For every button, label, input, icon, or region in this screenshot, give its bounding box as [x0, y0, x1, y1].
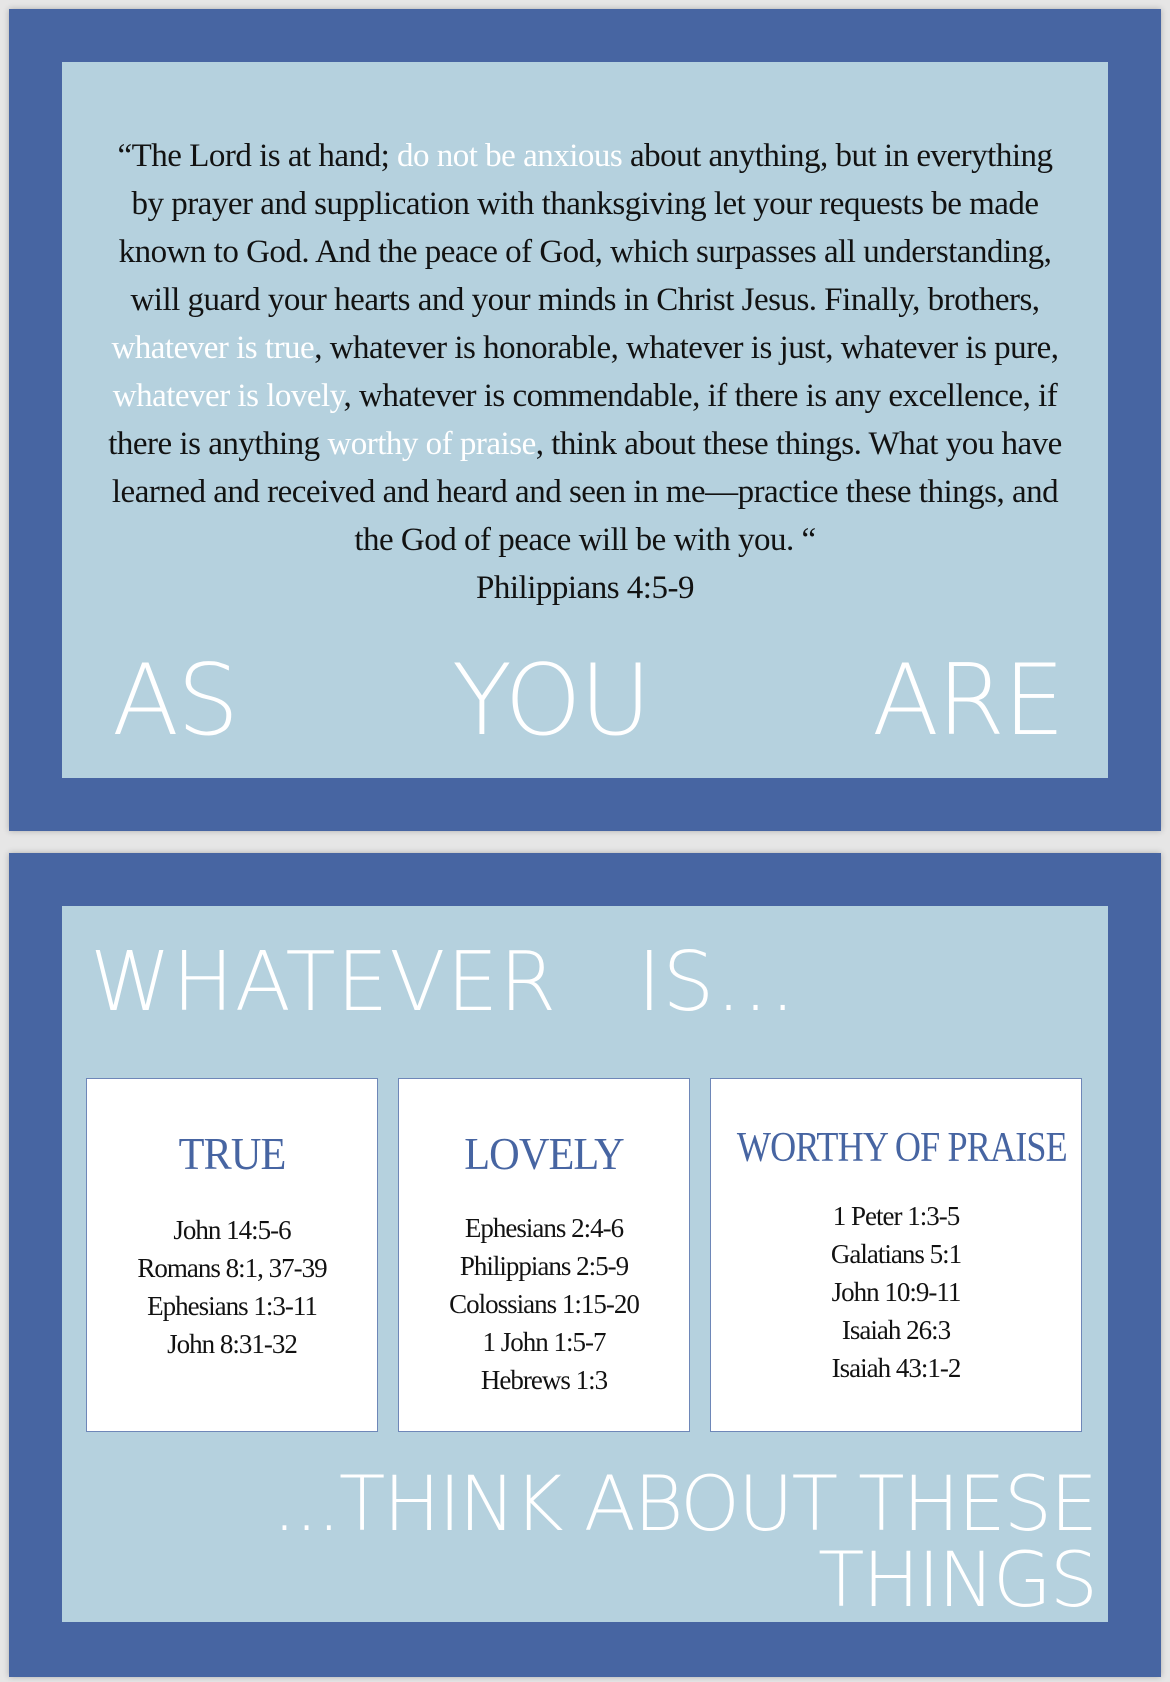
word-as: AS — [112, 644, 238, 758]
verse-highlight-praise: worthy of praise — [327, 426, 536, 462]
verse-highlight-lovely: whatever is lovely — [112, 378, 344, 414]
reference-item: Romans 8:1, 37-39 — [137, 1253, 327, 1283]
reference-item: Hebrews 1:3 — [480, 1365, 608, 1395]
reference-item: Isaiah 43:1-2 — [831, 1353, 961, 1383]
box-title: WORTHY OF PRAISE — [736, 1125, 1067, 1171]
closing-line: THINGS — [818, 1535, 1096, 1624]
reference-list — [399, 1209, 689, 1399]
whatever-is-card — [9, 853, 1161, 1677]
reference-item: Ephesians 1:3-11 — [147, 1291, 317, 1321]
reference-item: Ephesians 2:4-6 — [464, 1213, 624, 1243]
box-title: TRUE — [178, 1128, 286, 1179]
reference-item: John 10:9-11 — [831, 1277, 961, 1307]
closing-line: ...THINK ABOUT THESE — [272, 1459, 1096, 1548]
verse-highlight-anxious: do not be anxious — [397, 138, 623, 174]
box-true — [86, 1078, 378, 1432]
reference-item: Philippians 2:5-9 — [459, 1251, 629, 1281]
reference-item: John 14:5-6 — [173, 1215, 291, 1245]
reference-item: John 8:31-32 — [167, 1329, 297, 1359]
reference-item: 1 John 1:5-7 — [482, 1327, 606, 1357]
whatever-panel — [62, 906, 1108, 1622]
verse-reference: Philippians 4:5-9 — [476, 570, 694, 606]
verse-part: , whatever is honorable, whatever is just, whatever is pure, — [314, 330, 1059, 366]
verse-highlight-true: whatever is true — [111, 330, 315, 366]
reference-list — [711, 1197, 1081, 1387]
box-worthy-of-praise — [710, 1078, 1082, 1432]
reference-item: Galatians 5:1 — [830, 1239, 962, 1269]
heading-whatever: WHATEVER — [90, 935, 558, 1030]
box-lovely — [398, 1078, 690, 1432]
verse-part: , think about these things. What you have learned and received and heard and seen in me—practice these things, and the God of peace will be with you. “ — [111, 426, 1062, 558]
verse-part: “The Lord is at hand; — [117, 138, 397, 174]
reference-item: 1 Peter 1:3-5 — [832, 1201, 960, 1231]
verse-text — [102, 132, 1068, 612]
heading-is: IS... — [637, 935, 797, 1030]
verse-card — [9, 9, 1161, 831]
word-you: YOU — [452, 644, 650, 758]
reference-item: Isaiah 26:3 — [841, 1315, 951, 1345]
word-are: ARE — [872, 644, 1064, 758]
reference-list — [87, 1211, 377, 1363]
verse-panel — [62, 62, 1108, 778]
reference-item: Colossians 1:15-20 — [449, 1289, 639, 1319]
closing-text — [272, 1459, 1096, 1624]
heading-whatever-is — [90, 935, 797, 1030]
box-title: LOVELY — [464, 1128, 624, 1179]
verse-part: about anything, but in everything by prayer and supplication with thanksgiving let your requests be made known to God. And the peace of God, which surpasses all understanding, will guard your hearts and your minds in Christ Jesus. Finally, brothers, — [118, 138, 1053, 318]
verse-part: , whatever is commendable, if there is any excellence, if there is anything — [108, 378, 1058, 462]
